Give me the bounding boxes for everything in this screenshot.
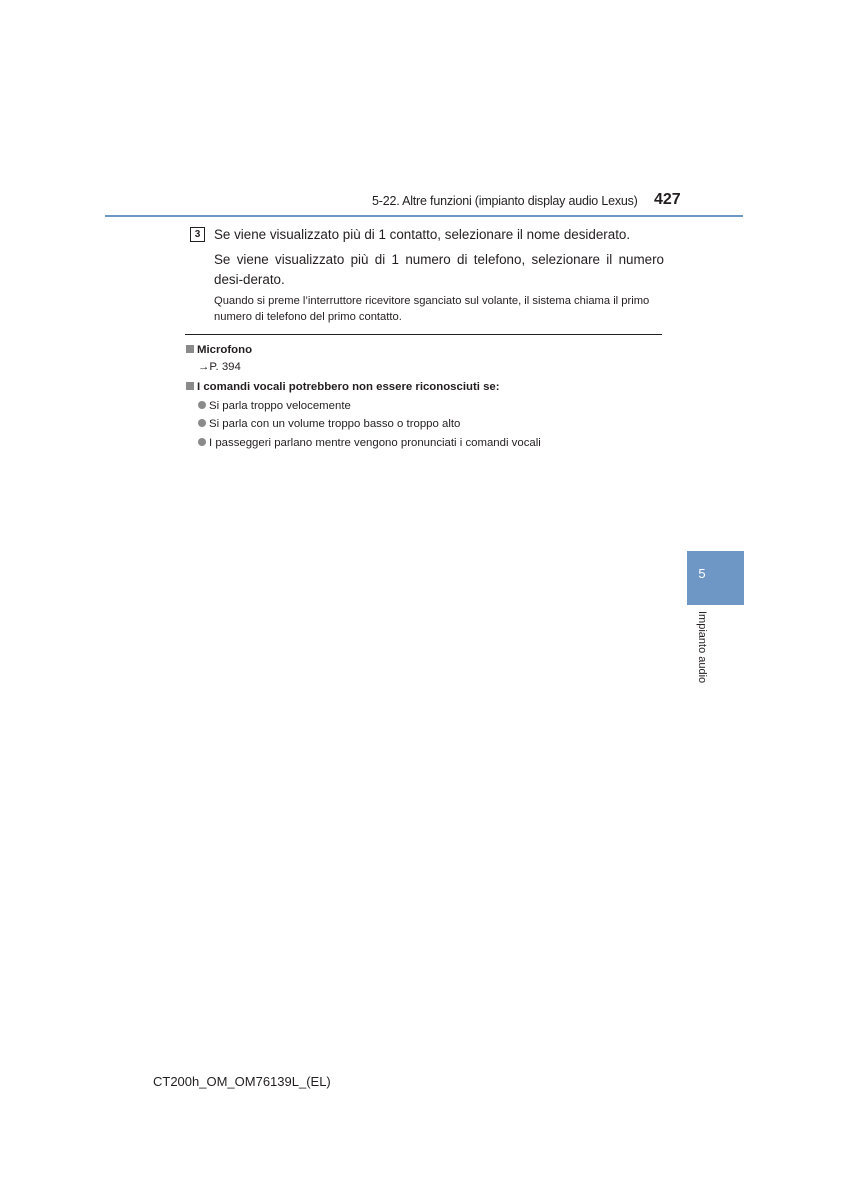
list-item xyxy=(198,436,541,451)
section-header-title: 5-22. Altre funzioni (impianto display audio Lexus) xyxy=(372,194,638,208)
list-item-text: Si parla con un volume troppo basso o troppo alto xyxy=(209,418,461,430)
list-item xyxy=(198,417,460,432)
section-title-voice-commands: I comandi vocali potrebbero non essere riconosciuti se: xyxy=(197,381,500,393)
circle-bullet-icon xyxy=(198,401,206,409)
note-divider xyxy=(185,334,662,335)
step-number-badge: 3 xyxy=(190,227,205,242)
section-voice-commands xyxy=(186,380,500,395)
page-reference-link[interactable]: →P. 394 xyxy=(198,361,241,373)
square-bullet-icon xyxy=(186,345,194,353)
page-number: 427 xyxy=(654,191,681,208)
square-bullet-icon xyxy=(186,382,194,390)
step-text: Se viene visualizzato più di 1 contatto, selezionare il nome desiderato. xyxy=(214,227,631,242)
list-item-text: I passeggeri parlano mentre vengono pronunciati i comandi vocali xyxy=(209,437,541,449)
header-rule xyxy=(105,215,743,217)
step-paragraph: Se viene visualizzato più di 1 numero di telefono, selezionare il numero desi-derato. xyxy=(214,252,664,287)
chapter-tab xyxy=(687,551,744,605)
section-title-microphone: Microfono xyxy=(197,344,253,356)
footer-document-code: CT200h_OM_OM76139L_(EL) xyxy=(153,1074,331,1089)
circle-bullet-icon xyxy=(198,419,206,427)
section-microphone xyxy=(186,343,252,358)
chapter-tab-number: 5 xyxy=(698,566,706,581)
list-item xyxy=(198,399,351,414)
circle-bullet-icon xyxy=(198,438,206,446)
chapter-tab-label: Impianto audio xyxy=(696,611,708,684)
step-note: Quando si preme l’interruttore ricevitore sganciato sul volante, il sistema chiama il primo numero di telefono del primo contatto. xyxy=(214,295,650,323)
list-item-text: Si parla troppo velocemente xyxy=(209,400,351,412)
